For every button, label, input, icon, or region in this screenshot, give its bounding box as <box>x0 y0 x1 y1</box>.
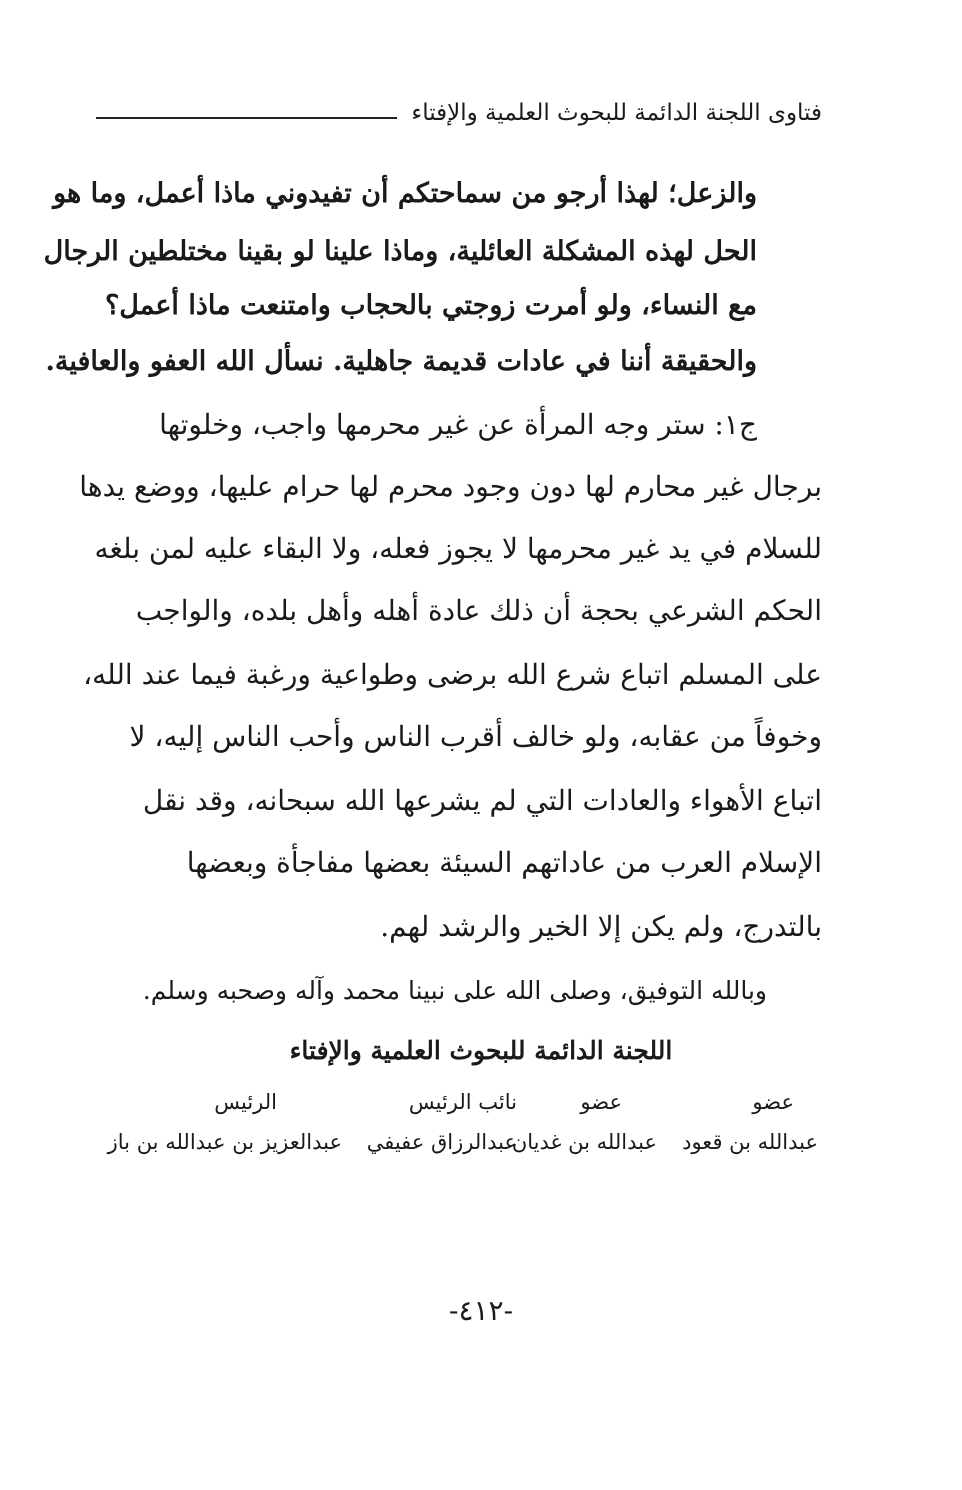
answer-line: برجال غير محارم لها دون وجود محرم لها حرام عليها، ووضع يدها <box>79 470 822 503</box>
signatory-role: نائب الرئيس <box>408 1090 517 1114</box>
question-line: الحل لهذه المشكلة العائلية، وماذا علينا لو بقينا مختلطين الرجال <box>43 236 757 267</box>
running-header <box>96 100 822 126</box>
signatory-role: الرئيس <box>214 1090 277 1114</box>
answer-line: ج١: ستر وجه المرأة عن غير محرمها واجب، وخلوتها <box>159 408 757 441</box>
running-header-title: فتاوى اللجنة الدائمة للبحوث العلمية والإفتاء <box>411 100 822 126</box>
answer-line: على المسلم اتباع شرع الله برضى وطواعية ورغبة فيما عند الله، <box>83 658 822 691</box>
signatory-name: عبدالله بن قعود <box>682 1130 818 1154</box>
signatory-name: عبدالله بن غديان <box>511 1130 657 1154</box>
answer-line: الإسلام العرب من عاداتهم السيئة بعضها مفاجأة وبعضها <box>186 846 822 879</box>
question-line: مع النساء، ولو أمرت زوجتي بالحجاب وامتنعت ماذا أعمل؟ <box>104 290 757 321</box>
answer-line: وخوفاً من عقابه، ولو خالف أقرب الناس وأحب الناس إليه، لا <box>129 720 822 753</box>
answer-line: اتباع الأهواء والعادات التي لم يشرعها الله سبحانه، وقد نقل <box>142 784 822 817</box>
signatory-name: عبدالرزاق عفيفي <box>366 1130 517 1154</box>
closing-line: وبالله التوفيق، وصلى الله على نبينا محمد وآله وصحبه وسلم. <box>142 976 767 1005</box>
page-number: -٤١٢- <box>448 1294 514 1327</box>
question-line: والحقيقة أننا في عادات قديمة جاهلية. نسأل الله العفو والعافية. <box>45 346 757 377</box>
answer-line: بالتدرج، ولم يكن إلا الخير والرشد لهم. <box>380 910 822 943</box>
committee-name: اللجنة الدائمة للبحوث العلمية والإفتاء <box>289 1036 673 1065</box>
signatory-name: عبدالعزيز بن عبدالله بن باز <box>107 1130 342 1154</box>
signatory-role: عضو <box>752 1090 794 1114</box>
header-rule <box>96 117 397 119</box>
answer-line: الحكم الشرعي بحجة أن ذلك عادة أهله وأهل بلده، والواجب <box>135 594 822 627</box>
signatory-role: عضو <box>580 1090 622 1114</box>
question-line: والزعل؛ لهذا أرجو من سماحتكم أن تفيدوني ماذا أعمل، وما هو <box>53 178 757 209</box>
answer-line: للسلام في يد غير محرمها لا يجوز فعله، ولا البقاء عليه لمن بلغه <box>94 532 822 565</box>
